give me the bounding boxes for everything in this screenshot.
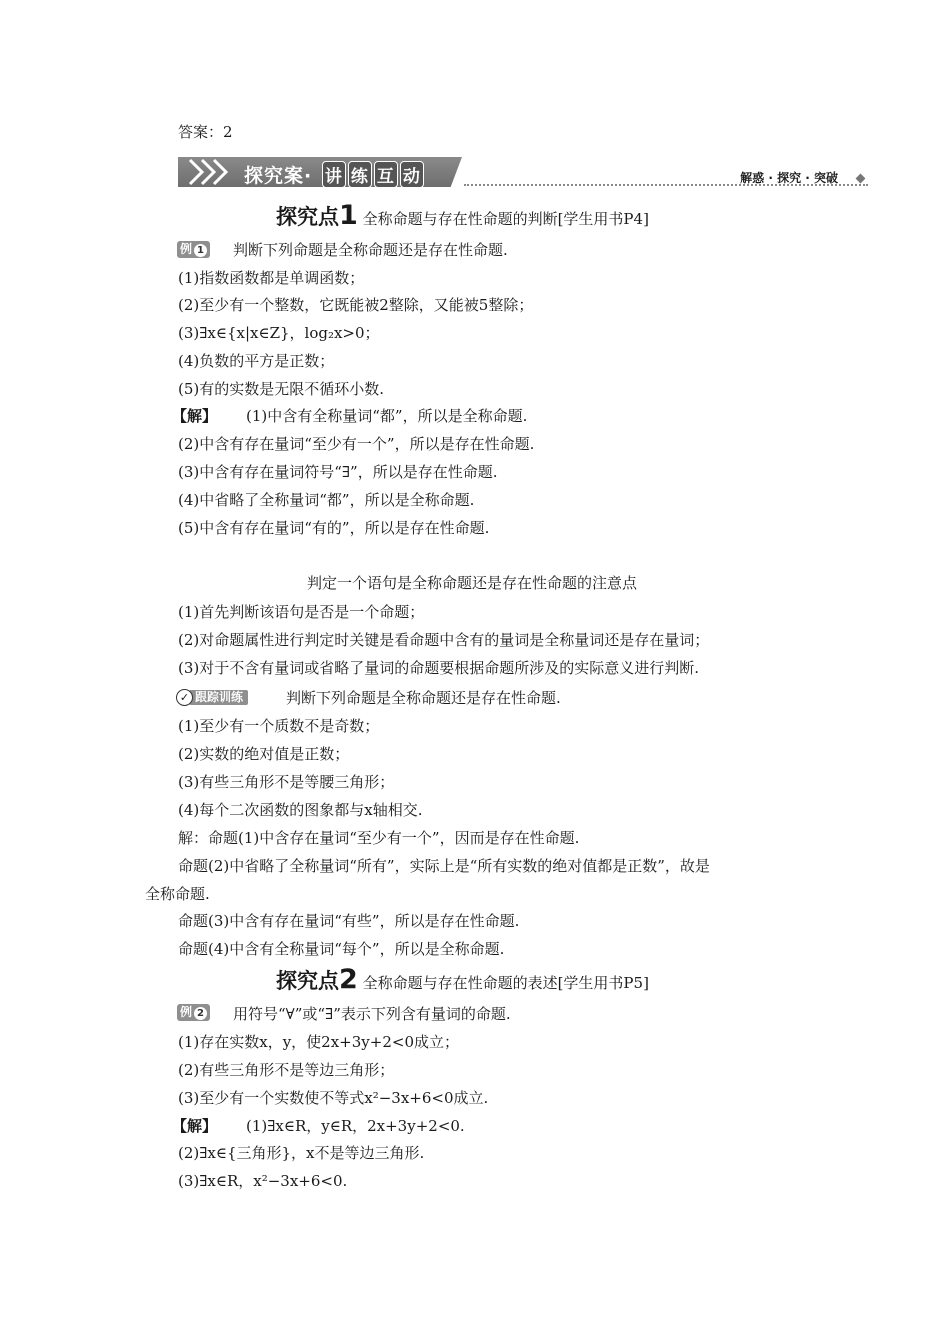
training-label: 跟踪训练: [189, 690, 248, 705]
example-1-item: (1)指数函数都是单调函数；: [178, 269, 365, 287]
example-2-solution-line: (1)∃x∈R，y∈R，2x+3y+2<0.: [246, 1117, 465, 1135]
note-item: (3)对于不含有量词或省略了量词的命题要根据命题所涉及的实际意义进行判断.: [178, 659, 700, 677]
example-2-solution-line: (2)∃x∈{三角形}，x不是等边三角形.: [178, 1144, 425, 1162]
banner-title-dot: ·: [304, 165, 313, 187]
example-1-solution-line: (4)中省略了全称量词“都”，所以是全称命题.: [178, 491, 475, 509]
example-2-solution-label: 【解】: [172, 1117, 218, 1135]
example-1-tag: [177, 241, 210, 258]
example-1-solution-line: (2)中含有存在量词“至少有一个”，所以是存在性命题.: [178, 435, 535, 453]
example-1-item: (3)∃x∈{x|x∈Z}，log₂x>0；: [178, 324, 380, 342]
training-solution-line: 命题(3)中含有存在量词“有些”，所以是存在性命题.: [178, 912, 520, 930]
example-1-solution-line: (1)中含有全称量词“都”，所以是全称命题.: [246, 407, 528, 425]
note-item: (1)首先判断该语句是否是一个命题；: [178, 603, 425, 621]
section-2-number: 2: [339, 964, 358, 995]
training-item: (2)实数的绝对值是正数；: [178, 745, 350, 763]
banner-word: 动: [400, 161, 424, 188]
training-prompt: 判断下列命题是全称命题还是存在性命题.: [286, 689, 561, 707]
training-item: (1)至少有一个质数不是奇数；: [178, 717, 380, 735]
example-1-solution-line: (5)中含有存在量词“有的”，所以是存在性命题.: [178, 519, 490, 537]
example-1-prompt: 判断下列命题是全称命题还是存在性命题.: [233, 241, 508, 259]
example-2-prompt: 用符号“∀”或“∃”表示下列含有量词的命题.: [233, 1005, 511, 1023]
checkmark-icon: ✓: [176, 689, 193, 706]
example-2-tag: [177, 1004, 210, 1021]
training-solution-line: 命题(2)中省略了全称量词“所有”，实际上是“所有实数的绝对值都是正数”，故是: [178, 857, 710, 875]
banner-word: 练: [348, 161, 372, 188]
example-2-number: 2: [194, 1007, 207, 1020]
section-2-heading: [276, 966, 649, 997]
banner-right-text: 解惑 · 探究 · 突破: [740, 171, 838, 185]
training-item: (3)有些三角形不是等腰三角形；: [178, 773, 395, 791]
diamond-icon: [856, 174, 866, 184]
training-solution-line: 全称命题.: [145, 885, 210, 903]
example-1-number: 1: [194, 244, 207, 257]
example-2-item: (2)有些三角形不是等边三角形；: [178, 1061, 395, 1079]
training-tag: [176, 689, 270, 706]
banner-title-main: 探究案: [244, 165, 305, 187]
example-tag-label: 例: [180, 242, 193, 256]
section-1-heading: [276, 202, 649, 233]
section-2-title: 全称命题与存在性命题的表述[学生用书P5]: [362, 974, 649, 992]
banner-word: 讲: [322, 161, 346, 188]
section-1-title: 全称命题与存在性命题的判断[学生用书P4]: [362, 210, 649, 228]
double-chevron-icon: [186, 157, 234, 187]
example-2-item: (3)至少有一个实数使不等式x²−3x+6<0成立.: [178, 1089, 489, 1107]
answer-text: 答案：2: [178, 123, 233, 141]
example-2-item: (1)存在实数x，y，使2x+3y+2<0成立；: [178, 1033, 459, 1051]
note-title: 判定一个语句是全称命题还是存在性命题的注意点: [307, 574, 638, 592]
training-solution-line: 解：命题(1)中含存在量词“至少有一个”，因而是存在性命题.: [178, 829, 580, 847]
section-banner: [178, 157, 868, 189]
example-1-item: (4)负数的平方是正数；: [178, 352, 335, 370]
section-2-label: 探究点: [276, 969, 339, 993]
example-2-solution-line: (3)∃x∈R，x²−3x+6<0.: [178, 1172, 348, 1190]
example-tag-label: 例: [180, 1005, 193, 1019]
example-1-item: (2)至少有一个整数，它既能被2整除，又能被5整除；: [178, 296, 534, 314]
note-item: (2)对命题属性进行判定时关键是看命题中含有的量词是全称量词还是存在量词；: [178, 631, 710, 649]
section-1-label: 探究点: [276, 205, 339, 229]
banner-word: 互: [374, 161, 398, 188]
example-1-item: (5)有的实数是无限不循环小数.: [178, 380, 385, 398]
banner-title: [244, 161, 424, 188]
example-1-solution-line: (3)中含有存在量词符号“∃”，所以是存在性命题.: [178, 463, 498, 481]
example-1-solution-label: 【解】: [172, 407, 218, 425]
training-item: (4)每个二次函数的图象都与x轴相交.: [178, 801, 423, 819]
section-1-number: 1: [339, 200, 358, 231]
training-solution-line: 命题(4)中含有全称量词“每个”，所以是全称命题.: [178, 940, 505, 958]
